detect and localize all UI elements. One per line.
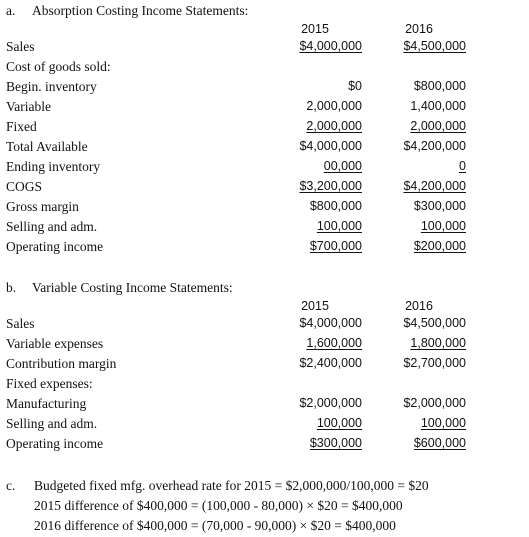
value-2015: 100,000 [316, 219, 362, 233]
value-2015: 1,600,000 [306, 336, 362, 350]
value-2016: 2,000,000 [410, 119, 466, 133]
table-row [0, 435, 529, 455]
section-b-letter: b. [6, 280, 17, 295]
value-2015: 00,000 [323, 159, 362, 173]
table-row [0, 355, 529, 375]
table-row [0, 375, 529, 395]
value-2015: $4,000,000 [299, 39, 362, 53]
value-2015: 100,000 [316, 416, 362, 430]
table-row [0, 58, 529, 78]
table-row [0, 138, 529, 158]
section-c-heading [6, 479, 32, 493]
row-label: Contribution margin [6, 356, 117, 371]
value-2016: $4,500,000 [403, 39, 466, 53]
row-label: Selling and adm. [6, 416, 98, 431]
table-row [0, 395, 529, 415]
row-label: Operating income [6, 239, 104, 254]
row-label: Total Available [6, 139, 88, 154]
value-2015: $4,000,000 [299, 139, 362, 153]
section-a-letter: a. [6, 3, 16, 18]
row-label: Variable expenses [6, 336, 104, 351]
row-label: Sales [6, 316, 35, 331]
table-row [0, 38, 529, 58]
table-row [0, 118, 529, 138]
table-row [0, 98, 529, 118]
table-row [0, 218, 529, 238]
row-label: Manufacturing [6, 396, 87, 411]
table-row [0, 78, 529, 98]
value-2016: $4,500,000 [403, 316, 466, 330]
value-2015: $2,000,000 [299, 396, 362, 410]
value-2016: $600,000 [413, 436, 466, 450]
value-2016: $200,000 [413, 239, 466, 253]
value-2015: $2,400,000 [299, 356, 362, 370]
value-2016: 1,400,000 [410, 99, 466, 113]
col-2015-header: 2015 [301, 22, 329, 36]
row-label: Ending inventory [6, 159, 101, 174]
row-label: Cost of goods sold: [6, 59, 111, 74]
row-label: Variable [6, 99, 51, 114]
table-row [0, 238, 529, 258]
row-label: Selling and adm. [6, 219, 98, 234]
value-2015: $300,000 [309, 436, 362, 450]
table-row [0, 158, 529, 178]
value-2016: $2,000,000 [403, 396, 466, 410]
row-label: Operating income [6, 436, 104, 451]
section-c-line-3: 2016 difference of $400,000 = (70,000 - 90,000) × $20 = $400,000 [34, 518, 396, 533]
value-2015: $700,000 [309, 239, 362, 253]
row-label: Sales [6, 39, 35, 54]
col-2016-header: 2016 [405, 299, 433, 313]
value-2015: 2,000,000 [306, 119, 362, 133]
value-2015: $3,200,000 [299, 179, 362, 193]
value-2016: $4,200,000 [403, 179, 466, 193]
value-2016: $2,700,000 [403, 356, 466, 370]
row-label: Fixed expenses: [6, 376, 93, 391]
value-2016: 100,000 [420, 416, 466, 430]
value-2016: 1,800,000 [410, 336, 466, 350]
section-a-heading [6, 4, 248, 18]
value-2016: 100,000 [420, 219, 466, 233]
value-2015: $800,000 [309, 199, 362, 213]
section-c-letter: c. [6, 478, 16, 493]
value-2015: $4,000,000 [299, 316, 362, 330]
value-2016: $800,000 [413, 79, 466, 93]
section-b-title: Variable Costing Income Statements: [32, 280, 233, 295]
table-row [0, 335, 529, 355]
table-row [0, 178, 529, 198]
value-2016: 0 [459, 159, 466, 173]
table-row [0, 315, 529, 335]
col-2015-header: 2015 [301, 299, 329, 313]
section-b-heading [6, 281, 233, 295]
section-a-title: Absorption Costing Income Statements: [32, 3, 249, 18]
section-c-line-1: Budgeted fixed mfg. overhead rate for 2015 = $2,000,000/100,000 = $20 [34, 478, 429, 493]
value-2015: $0 [348, 79, 362, 93]
value-2015: 2,000,000 [306, 99, 362, 113]
value-2016: $4,200,000 [403, 139, 466, 153]
row-label: Gross margin [6, 199, 79, 214]
row-label: Fixed [6, 119, 37, 134]
table-row [0, 415, 529, 435]
value-2016: $300,000 [413, 199, 466, 213]
section-c-line-2: 2015 difference of $400,000 = (100,000 - 80,000) × $20 = $400,000 [34, 498, 403, 513]
col-2016-header: 2016 [405, 22, 433, 36]
table-row [0, 198, 529, 218]
row-label: COGS [6, 179, 43, 194]
row-label: Begin. inventory [6, 79, 97, 94]
